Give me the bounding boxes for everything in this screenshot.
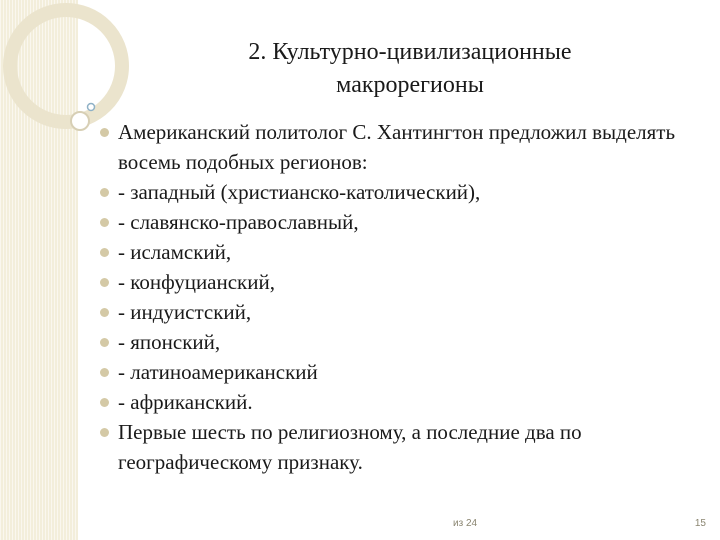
- title-line-2: макрорегионы: [336, 72, 484, 98]
- bullet-text: - латиноамериканский: [118, 360, 318, 384]
- bullet-dot-icon: [100, 218, 109, 227]
- bullet-text: - славянско-православный,: [118, 210, 359, 234]
- bullet-text: Американский политолог С. Хантингтон предложил выделять восемь подобных регионов:: [118, 120, 676, 174]
- bullet-item: [98, 177, 698, 207]
- bullet-item: [98, 297, 698, 327]
- title-line-1: 2. Культурно-цивилизационные: [248, 39, 572, 65]
- bullet-item: [98, 237, 698, 267]
- bullet-dot-icon: [100, 428, 109, 437]
- bullet-item: [98, 327, 698, 357]
- bullet-dot-icon: [100, 368, 109, 377]
- bullet-dot-icon: [100, 188, 109, 197]
- bullet-item: [98, 417, 698, 477]
- large-ring: [10, 10, 122, 122]
- tiny-ring: [88, 104, 95, 111]
- slide-number: 15: [694, 518, 706, 529]
- bullet-text: - исламский,: [118, 240, 232, 264]
- bullet-dot-icon: [100, 308, 109, 317]
- slide-count-footer: из 24: [453, 518, 478, 529]
- bullet-dot-icon: [100, 398, 109, 407]
- bullet-text: - японский,: [118, 330, 221, 354]
- slide-title: [160, 36, 660, 102]
- bullet-dot-icon: [100, 278, 109, 287]
- bullet-text: - индуистский,: [118, 300, 252, 324]
- small-ring: [71, 112, 89, 130]
- bullet-item: [98, 357, 698, 387]
- bullet-text: - конфуцианский,: [118, 270, 275, 294]
- bullet-item: [98, 267, 698, 297]
- bullet-text: - западный (христианско-католический),: [118, 180, 481, 204]
- bullet-dot-icon: [100, 128, 109, 137]
- bullet-text: Первые шесть по религиозному, а последние два по географическому признаку.: [118, 420, 582, 474]
- bullet-item: [98, 387, 698, 417]
- bullet-dot-icon: [100, 248, 109, 257]
- bullet-dot-icon: [100, 338, 109, 347]
- bullet-text: - африканский.: [118, 390, 253, 414]
- bullet-item: [98, 207, 698, 237]
- bullet-list: [98, 117, 698, 477]
- bullet-item: [98, 117, 698, 177]
